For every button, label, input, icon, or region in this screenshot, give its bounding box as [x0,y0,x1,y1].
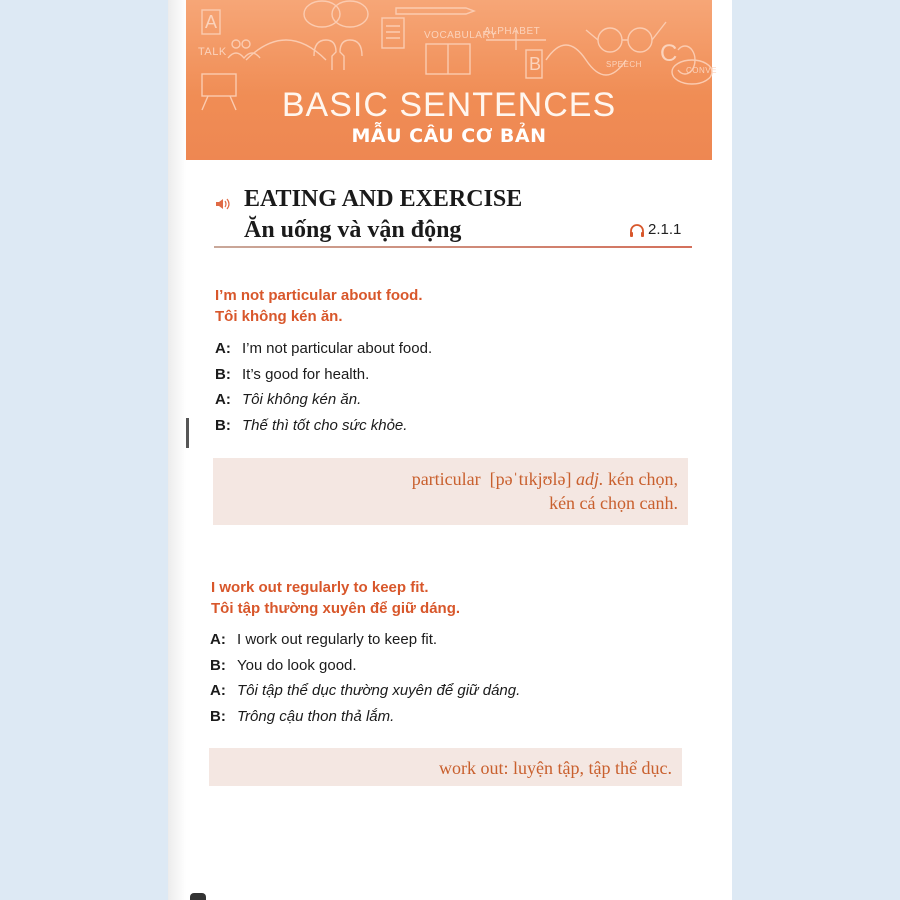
dialog-text: Trông cậu thon thả lắm. [237,707,395,725]
dialog-line [210,682,520,708]
doodle-talk: TALK [198,46,227,58]
entry-1-vocab-line-1 [412,468,678,491]
dialog-line [210,657,520,683]
dialog-speaker: A: [215,340,231,357]
dialog-text: You do look good. [237,656,357,674]
entry-1-phrase-en: I’m not particular about food. [215,287,423,304]
dialog-line [215,340,432,366]
dialog-speaker: B: [210,707,226,725]
entry-2-phrase-en: I work out regularly to keep fit. [211,579,429,596]
vocab-pos: adj. [576,469,604,489]
entry-1-dialog [215,340,432,442]
page-number-fragment [190,893,206,900]
dialog-line [210,631,520,657]
entry-2-phrase-vi: Tôi tập thường xuyên để giữ dáng. [211,600,461,617]
entry-2-vocab-box [209,748,682,786]
heading-divider [214,246,692,248]
entry-1-vocab-box [213,458,688,525]
dialog-speaker: B: [215,416,231,434]
dialog-line [215,366,432,392]
dialog-speaker: A: [210,682,226,699]
entry-2-dialog [210,631,520,733]
doodle-letter-c: C [660,40,678,67]
headphones-icon [629,223,645,237]
dialog-speaker: B: [210,656,226,674]
dialog-text: I’m not particular about food. [242,340,433,357]
vocab-line: work out: luyện tập, tập thể dục. [439,758,672,778]
audio-track [629,221,681,238]
banner-subtitle: MẪU CÂU CƠ BẢN [351,125,547,147]
dialog-speaker: A: [215,391,231,408]
dialog-text: It’s good for health. [242,365,370,383]
section-title-vi: Ăn uống và vận động [244,217,462,243]
doodle-vocabulary: VOCABULARY [424,30,498,41]
dialog-line [215,417,432,443]
doodle-letter-a: A [205,12,218,32]
entry-1-phrase [215,285,423,327]
speaker-icon [214,196,234,212]
dialog-text: I work out regularly to keep fit. [237,631,438,648]
dialog-speaker: A: [210,631,226,648]
dialog-text: Tôi tập thể dục thường xuyên để giữ dáng. [237,682,521,699]
vocab-meaning-2: kén cá chọn canh. [549,493,678,513]
entry-1-phrase-vi: Tôi không kén ăn. [215,308,343,325]
doodle-conv: CONVE [686,66,717,75]
dialog-line [215,391,432,417]
vocab-word: particular [411,469,481,489]
page-gutter-shadow [168,0,186,900]
audio-track-number: 2.1.1 [648,221,682,238]
banner-title: BASIC SENTENCES [281,86,617,124]
dialog-speaker: B: [215,365,231,383]
dialog-text: Thế thì tốt cho sức khỏe. [242,416,408,434]
doodle-alphabet: ALPHABET [484,26,541,37]
dialog-text: Tôi không kén ăn. [242,391,362,408]
vocab-ipa: [pəˈtɪkjʊlə] [489,469,572,489]
entry-2-phrase [211,577,460,619]
section-title: EATING AND EXERCISE [244,186,523,212]
section-banner [186,0,717,160]
doodle-letter-b: B [529,54,542,74]
vocab-meaning-1: kén chọn, [608,469,678,489]
dialog-line [210,708,520,734]
doodle-speech: SPEECH [606,60,642,69]
page-margin-mark [186,418,189,448]
